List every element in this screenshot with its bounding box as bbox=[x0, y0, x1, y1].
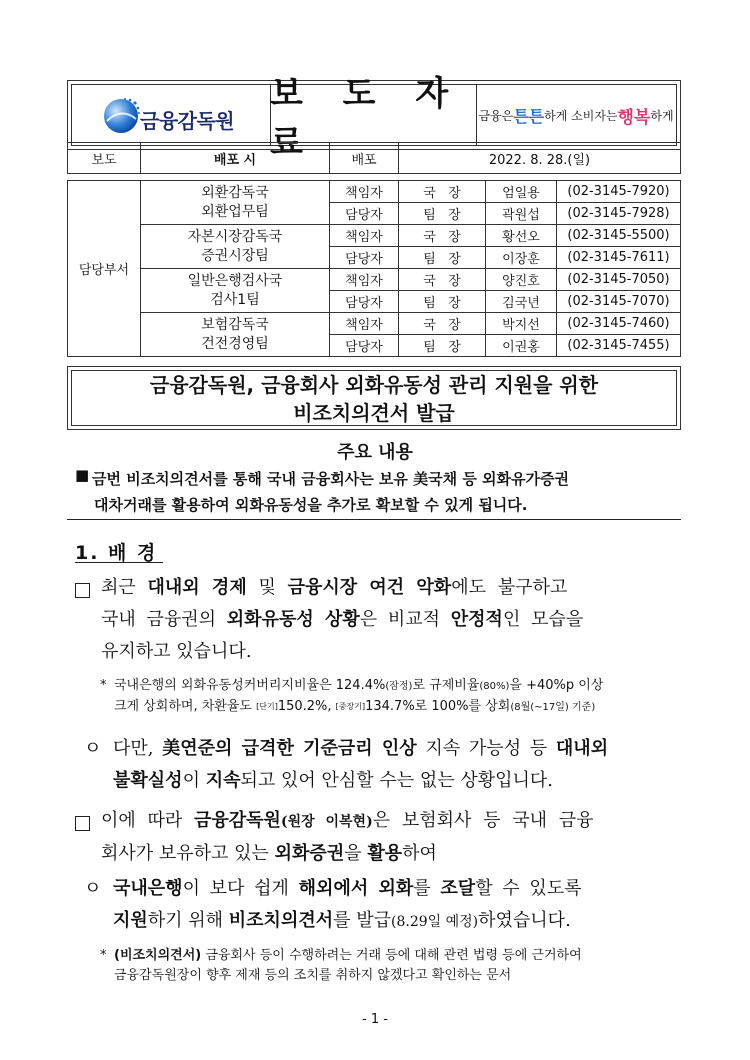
text: 은 비교적 bbox=[359, 609, 451, 630]
emphasis: 비조치의견서 bbox=[228, 910, 334, 931]
emphasis: 美연준의 급격한 기준금리 인상 bbox=[162, 738, 417, 759]
summary-line-1: 금번 비조치의견서를 통해 국내 금융회사는 보유 美국채 등 외화유가증권 bbox=[92, 470, 569, 488]
contact-phone: (02-3145-7928) bbox=[557, 203, 681, 225]
contact-name: 황선오 bbox=[486, 225, 557, 247]
logo-cell bbox=[72, 85, 271, 145]
emphasis: 지속 bbox=[205, 770, 241, 791]
contact-name: 곽원섭 bbox=[486, 203, 557, 225]
slogan-part: 하게 소비자는 bbox=[544, 108, 618, 123]
contact-role: 책임자 bbox=[330, 225, 399, 247]
slogan-accent-pink: 행복 bbox=[617, 107, 651, 128]
text: 할 수 있도록 bbox=[475, 878, 582, 899]
paragraph-3-line-2 bbox=[101, 838, 686, 870]
contact-rank: 팀 장 bbox=[399, 203, 486, 225]
contact-row bbox=[68, 269, 681, 291]
summary-title: 주요 내용 bbox=[337, 442, 413, 463]
paragraph-4-line-2 bbox=[113, 905, 688, 938]
contact-name: 박지선 bbox=[486, 313, 557, 335]
text: 크게 상회하며, 차환율도 bbox=[114, 699, 257, 714]
note-1-line-2 bbox=[114, 697, 689, 718]
note-2-line-1 bbox=[114, 946, 689, 966]
release-info-table bbox=[67, 142, 681, 174]
paragraph-2-line-1 bbox=[113, 733, 688, 765]
text: 국내 금융권의 bbox=[101, 609, 227, 630]
contact-row bbox=[68, 225, 681, 247]
text: (8.29일 예정) bbox=[391, 914, 479, 930]
paragraph-3 bbox=[101, 805, 686, 870]
text: (80%) bbox=[479, 681, 510, 692]
note-2 bbox=[114, 946, 689, 986]
contact-rank: 국 장 bbox=[399, 313, 486, 335]
note-star: * bbox=[100, 948, 107, 963]
text: 지속 가능성 등 bbox=[416, 738, 556, 759]
contact-phone: (02-3145-7920) bbox=[557, 181, 681, 203]
release-date: 2022. 8. 28.(일) bbox=[399, 143, 681, 174]
department bbox=[141, 313, 330, 357]
paragraph-1-line-3: 유지하고 있습니다. bbox=[101, 641, 252, 662]
release-label: 보도 bbox=[68, 143, 141, 174]
circle-bullet-icon: ㅇ bbox=[84, 878, 102, 899]
text: 국내은행의 외화유동성커버리지비율은 124.4% bbox=[114, 678, 386, 693]
contact-role: 담당자 bbox=[330, 335, 399, 357]
text: 134.7%로 100%를 상회 bbox=[365, 699, 511, 714]
emphasis: 금융감독원 bbox=[194, 810, 281, 831]
square-bullet-icon: ■ bbox=[75, 466, 90, 484]
text: (8월(~17일) 기준) bbox=[510, 702, 596, 713]
checkbox-icon bbox=[75, 816, 90, 835]
paragraph-1-line-1 bbox=[101, 572, 686, 604]
text: 하기 위해 bbox=[147, 910, 229, 931]
paragraph-2 bbox=[113, 733, 688, 797]
emphasis: 대내외 경제 bbox=[147, 577, 247, 598]
note-1-line-1 bbox=[114, 676, 689, 697]
contact-rank: 팀 장 bbox=[399, 335, 486, 357]
contact-name: 김국년 bbox=[486, 291, 557, 313]
note-1 bbox=[114, 676, 689, 718]
emphasis: 금융시장 여건 악화 bbox=[287, 577, 452, 598]
text: 은 보험회사 등 국내 금융 bbox=[372, 810, 594, 831]
contact-role: 담당자 bbox=[330, 247, 399, 269]
department bbox=[141, 181, 330, 225]
text: 이 보다 쉽게 bbox=[182, 878, 299, 899]
text: 최근 bbox=[101, 577, 148, 598]
emphasis: 해외에서 외화 bbox=[298, 878, 414, 899]
text: 하여 bbox=[402, 843, 437, 864]
department-name: 외환감독국 bbox=[201, 184, 269, 201]
superscript: [단기] bbox=[256, 702, 278, 711]
contact-role: 담당자 bbox=[330, 291, 399, 313]
text: 회사가 보유하고 있는 bbox=[101, 843, 275, 864]
text: 를 bbox=[413, 878, 441, 899]
text: 을 +40%p 이상 bbox=[509, 678, 604, 693]
text: 이 bbox=[182, 770, 206, 791]
summary-body bbox=[92, 466, 687, 518]
contact-phone: (02-3145-7455) bbox=[557, 335, 681, 357]
contact-name: 이장훈 bbox=[486, 247, 557, 269]
contact-rank: 국 장 bbox=[399, 225, 486, 247]
text: 다만, bbox=[113, 738, 163, 759]
paragraph-2-line-2 bbox=[113, 765, 688, 797]
text: 금융회사 등이 수행하려는 거래 등에 대해 관련 법령 등에 근거하여 bbox=[201, 948, 582, 963]
paragraph-3-line-1 bbox=[101, 805, 686, 838]
emphasis: (원장 이복현) bbox=[280, 814, 373, 830]
department-name: 자본시장감독국 bbox=[187, 228, 283, 245]
contact-phone: (02-3145-7070) bbox=[557, 291, 681, 313]
paragraph-4-line-1 bbox=[113, 873, 688, 905]
team-name: 외환업무팀 bbox=[201, 203, 269, 220]
paragraph-4 bbox=[113, 873, 688, 938]
text: 이에 따라 bbox=[101, 810, 194, 831]
org-name: 금융감독원 bbox=[140, 109, 235, 133]
text: 되고 있어 안심할 수는 없는 상황입니다. bbox=[240, 770, 554, 791]
emphasis: 조달 bbox=[440, 878, 476, 899]
note-star: * bbox=[100, 678, 107, 693]
contact-role: 책임자 bbox=[330, 313, 399, 335]
emphasis: 불확실성 bbox=[113, 770, 183, 791]
note-2-line-2: 금융감독원장이 향후 제재 등의 조치를 취하지 않겠다고 확인하는 문서 bbox=[114, 968, 512, 983]
contact-role: 담당자 bbox=[330, 203, 399, 225]
press-title: 보 도 자 료 bbox=[270, 74, 463, 163]
contact-phone: (02-3145-5500) bbox=[557, 225, 681, 247]
text: (잠정) bbox=[385, 681, 413, 692]
team-name: 건전경영팀 bbox=[201, 335, 269, 352]
text: 하였습니다. bbox=[478, 910, 571, 931]
distribution-label: 배포 bbox=[330, 143, 399, 174]
contact-phone: (02-3145-7460) bbox=[557, 313, 681, 335]
emphasis: 대내외 bbox=[555, 738, 609, 759]
headline-line-2: 비조치의견서 발급 bbox=[293, 401, 455, 425]
headline-line-1: 금융감독원, 금융회사 외화유동성 관리 지원을 위한 bbox=[149, 373, 599, 397]
text: 를 발급 bbox=[333, 910, 391, 931]
contact-phone: (02-3145-7050) bbox=[557, 269, 681, 291]
emphasis: 안정적 bbox=[450, 609, 503, 630]
contact-name: 양진호 bbox=[486, 269, 557, 291]
contact-name: 이권홍 bbox=[486, 335, 557, 357]
emphasis: (비조치의견서) bbox=[114, 948, 202, 963]
text: 로 규제비율 bbox=[412, 678, 480, 693]
contacts-label: 담당부서 bbox=[68, 181, 141, 357]
team-name: 증권시장팀 bbox=[201, 247, 269, 264]
section-underline bbox=[75, 562, 163, 563]
contact-rank: 팀 장 bbox=[399, 247, 486, 269]
slogan-part: 금융은 bbox=[478, 108, 514, 123]
paragraph-1 bbox=[101, 572, 686, 668]
text: 에도 불구하고 bbox=[451, 577, 568, 598]
circle-bullet-icon: ㅇ bbox=[84, 738, 102, 759]
text: 인 모습을 bbox=[502, 609, 584, 630]
contact-rank: 국 장 bbox=[399, 269, 486, 291]
department-name: 보험감독국 bbox=[201, 316, 269, 333]
contact-rank: 팀 장 bbox=[399, 291, 486, 313]
department-name: 일반은행검사국 bbox=[187, 272, 283, 289]
section-heading: 1. 배 경 bbox=[75, 542, 158, 564]
summary-line-2: 대차거래를 활용하여 외화유동성을 추가로 확보할 수 있게 됩니다. bbox=[94, 496, 528, 514]
text: 150.2%, bbox=[277, 699, 336, 714]
checkbox-icon bbox=[75, 583, 90, 602]
text: 을 bbox=[344, 843, 368, 864]
emphasis: 국내은행 bbox=[113, 878, 183, 899]
slogan bbox=[476, 85, 676, 145]
superscript: [중장기] bbox=[335, 702, 366, 711]
release-timing: 배포 시 bbox=[141, 143, 330, 174]
slogan-accent-blue: 튼튼 bbox=[513, 106, 545, 126]
emphasis: 외화증권 bbox=[274, 843, 345, 864]
paragraph-1-line-2 bbox=[101, 604, 686, 636]
emphasis: 외화유동성 상황 bbox=[226, 609, 360, 630]
emphasis: 활용 bbox=[367, 843, 403, 864]
contact-row bbox=[68, 313, 681, 335]
department bbox=[141, 269, 330, 313]
contact-rank: 국 장 bbox=[399, 181, 486, 203]
contact-phone: (02-3145-7611) bbox=[557, 247, 681, 269]
text: 및 bbox=[246, 577, 288, 598]
contacts-table bbox=[67, 180, 681, 357]
contact-role: 책임자 bbox=[330, 181, 399, 203]
contact-role: 책임자 bbox=[330, 269, 399, 291]
page-number: - 1 - bbox=[362, 1012, 388, 1027]
contact-name: 엄일용 bbox=[486, 181, 557, 203]
team-name: 검사1팀 bbox=[210, 291, 260, 308]
department bbox=[141, 225, 330, 269]
fss-logo-icon bbox=[102, 97, 140, 135]
slogan-part: 하게 bbox=[650, 108, 674, 123]
emphasis: 지원 bbox=[113, 910, 148, 931]
divider bbox=[67, 519, 681, 520]
headline-box bbox=[67, 366, 681, 430]
contact-row bbox=[68, 181, 681, 203]
